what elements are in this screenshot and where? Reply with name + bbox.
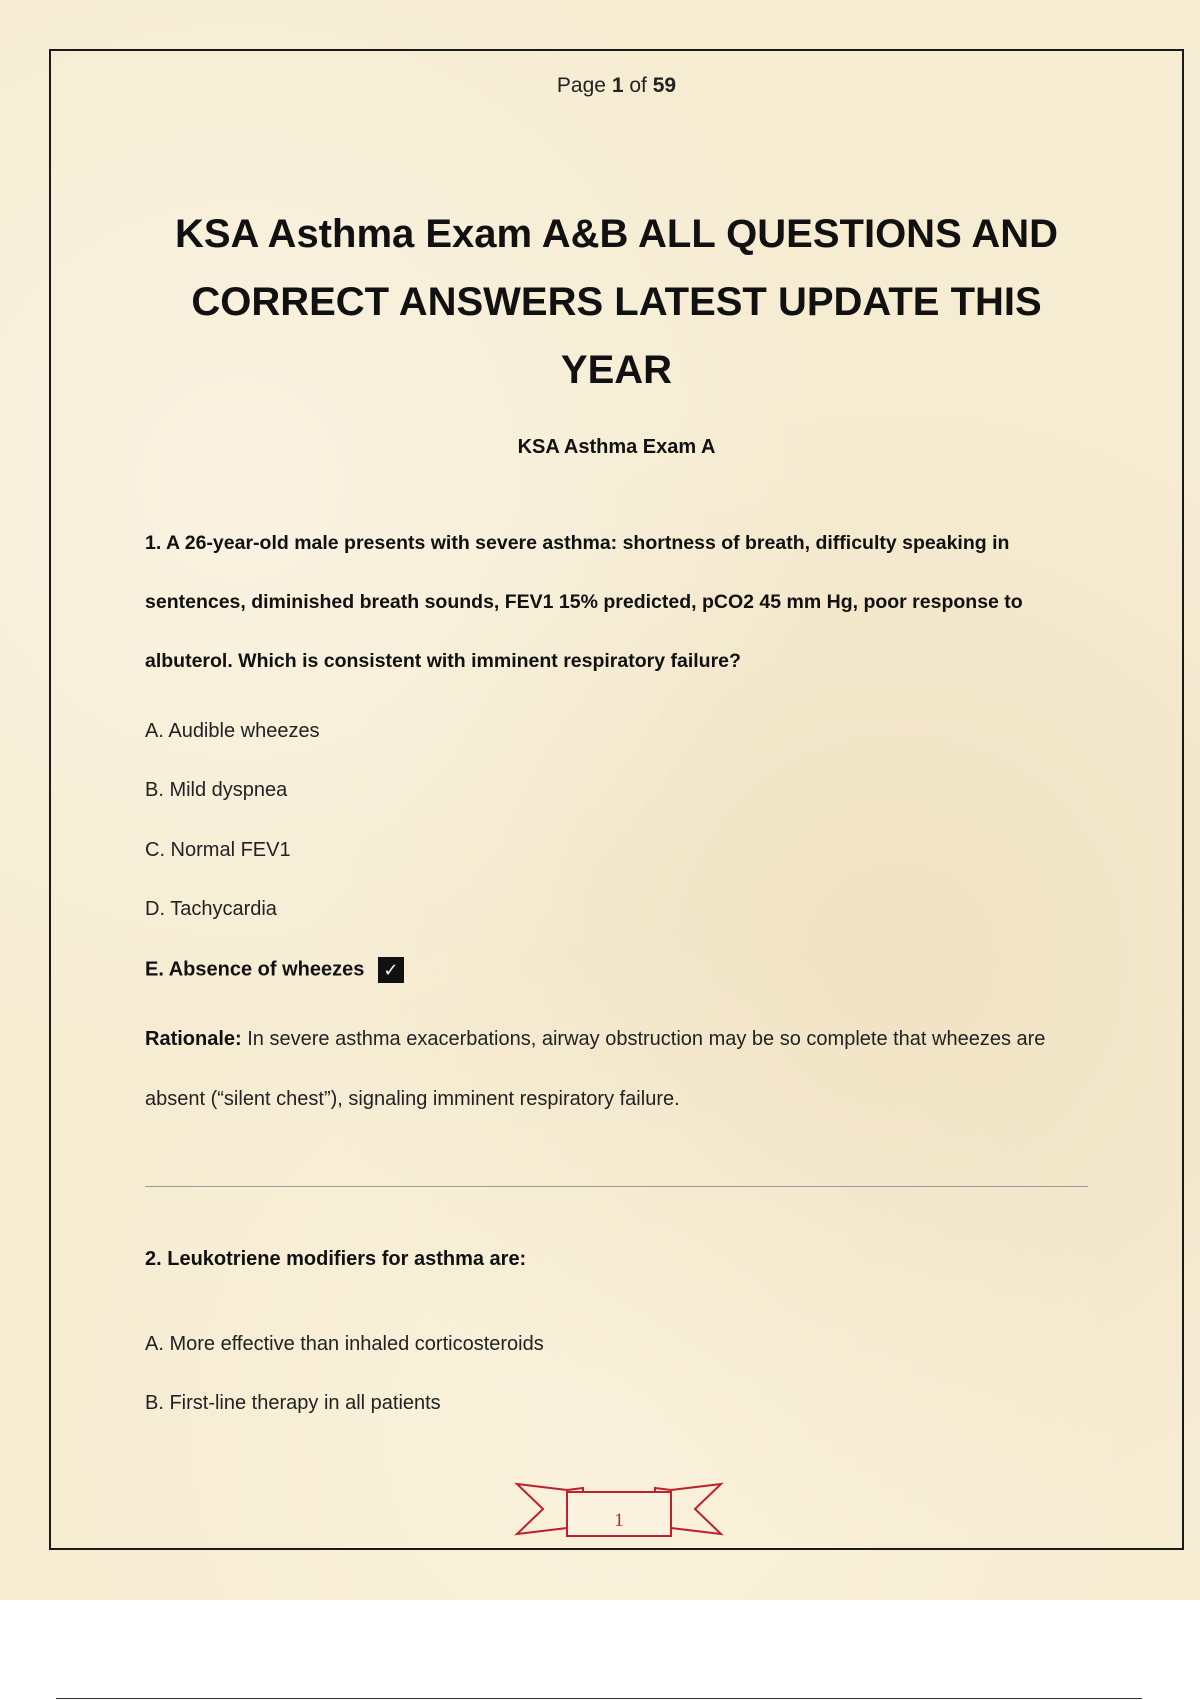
page-total: 59 [652, 74, 677, 97]
question-1-option-e [145, 957, 404, 983]
page-of: of [629, 74, 647, 97]
footer-page-number: 1 [614, 1510, 624, 1531]
question-1-option-d: D. Tachycardia [145, 898, 277, 920]
question-2-option-a: A. More effective than inhaled corticosteroids [145, 1333, 544, 1355]
page-current: 1 [611, 74, 624, 97]
question-1-rationale [145, 1009, 1095, 1129]
question-1-option-b: B. Mild dyspnea [145, 779, 288, 801]
question-1-option-e-label: E. Absence of wheezes [145, 958, 365, 981]
document-title: KSA Asthma Exam A&B ALL QUESTIONS AND CORRECT ANSWERS LATEST UPDATE THIS YEAR [174, 212, 1059, 392]
rationale-label: Rationale: [145, 1028, 242, 1050]
question-1-option-a: A. Audible wheezes [145, 720, 320, 742]
rationale-text: In severe asthma exacerbations, airway obstruction may be so complete that wheezes are absent (“silent chest”), signaling imminent respiratory failure. [145, 1028, 1046, 1110]
question-1-stem: 1. A 26-year-old male presents with severe asthma: shortness of breath, difficulty speaking in sentences, diminished breath sounds, FEV1 15% predicted, pCO2 45 mm Hg, poor response to albuterol. Which is consistent with imminent respiratory failure? [145, 532, 1023, 672]
question-2-option-b: B. First-line therapy in all patients [145, 1392, 441, 1414]
page-indicator [0, 74, 1200, 98]
section-title: KSA Asthma Exam A [517, 436, 716, 458]
page-prefix: Page [556, 74, 606, 97]
question-2-stem: 2. Leukotriene modifiers for asthma are: [145, 1248, 527, 1270]
question-1-option-c: C. Normal FEV1 [145, 839, 291, 861]
bottom-rule [56, 1698, 1142, 1699]
question-divider [145, 1186, 1088, 1187]
check-box-icon: ✓ [378, 957, 404, 983]
